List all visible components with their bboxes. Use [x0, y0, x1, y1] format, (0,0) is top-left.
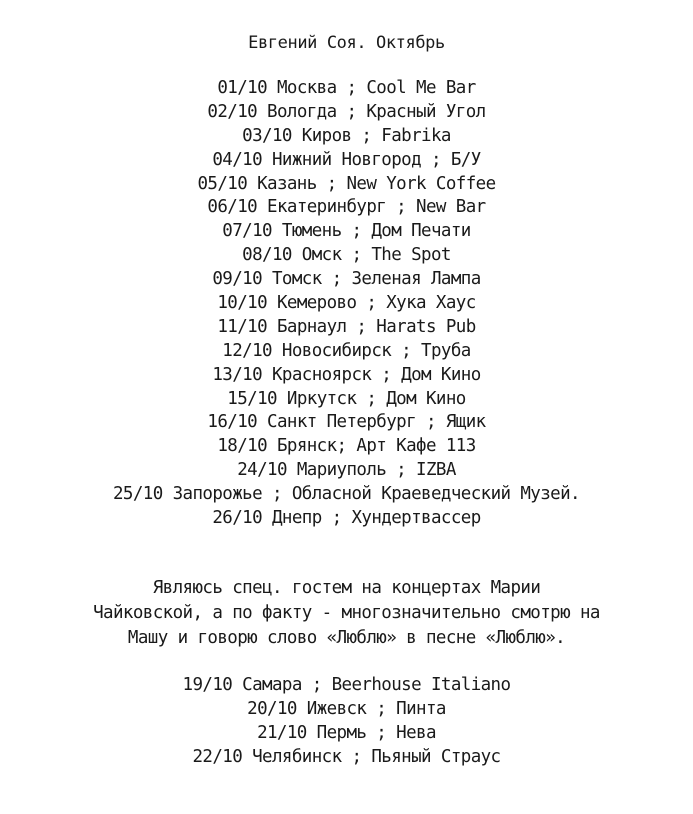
tour-date-item: 08/10 Омск ; The Spot	[242, 245, 451, 266]
guest-date-item: 21/10 Пермь ; Нева	[257, 722, 436, 743]
tour-date-item: 10/10 Кемерово ; Хука Хаус	[217, 293, 476, 314]
tour-date-item: 26/10 Днепр ; Хундертвассер	[212, 508, 481, 529]
tour-date-item: 02/10 Вологда ; Красный Угол	[207, 101, 486, 122]
tour-date-item: 15/10 Иркутск ; Дом Кино	[227, 388, 466, 409]
guest-date-item: 20/10 Ижевск ; Пинта	[247, 698, 446, 719]
tour-date-item: 06/10 Екатеринбург ; New Bar	[207, 197, 486, 218]
guest-date-item: 22/10 Челябинск ; Пьяный Страус	[192, 746, 501, 767]
guest-date-item: 19/10 Самара ; Beerhouse Italiano	[182, 675, 511, 695]
tour-date-item: 13/10 Красноярск ; Дом Кино	[212, 364, 481, 385]
tour-date-item: 11/10 Барнаул ; Harats Pub	[217, 316, 476, 337]
note-line: Являюсь спец. гостем на концертах Марии	[152, 578, 541, 598]
tour-date-item: 24/10 Мариуполь ; IZBA	[237, 460, 456, 481]
tour-date-item: 01/10 Москва ; Cool Me Bar	[217, 78, 476, 98]
guest-dates-list	[0, 674, 693, 770]
tour-date-item: 18/10 Брянск; Арт Кафе 113	[217, 436, 476, 457]
page-title: Евгений Соя. Октябрь	[248, 33, 445, 53]
tour-date-item: 12/10 Новосибирск ; Труба	[222, 340, 471, 361]
note-line: Машу и говорю слово «Люблю» в песне «Люблю».	[127, 628, 566, 648]
note-line: Чайковской, а по факту - многозначительно смотрю на	[93, 603, 600, 623]
tour-date-item: 03/10 Киров ; Fabrika	[242, 125, 451, 146]
tour-date-item: 16/10 Санкт Петербург ; Ящик	[207, 412, 486, 433]
special-guest-note	[0, 576, 693, 651]
tour-date-item: 07/10 Тюмень ; Дом Печати	[222, 221, 471, 242]
tour-date-item: 04/10 Нижний Новгород ; Б/У	[212, 149, 481, 170]
tour-dates-list	[0, 77, 693, 531]
tour-date-item: 25/10 Запорожье ; Обласной Краеведческий Музей.	[113, 484, 580, 505]
tour-date-item: 09/10 Томск ; Зеленая Лампа	[212, 269, 481, 290]
tour-date-item: 05/10 Казань ; New York Coffee	[197, 173, 496, 194]
